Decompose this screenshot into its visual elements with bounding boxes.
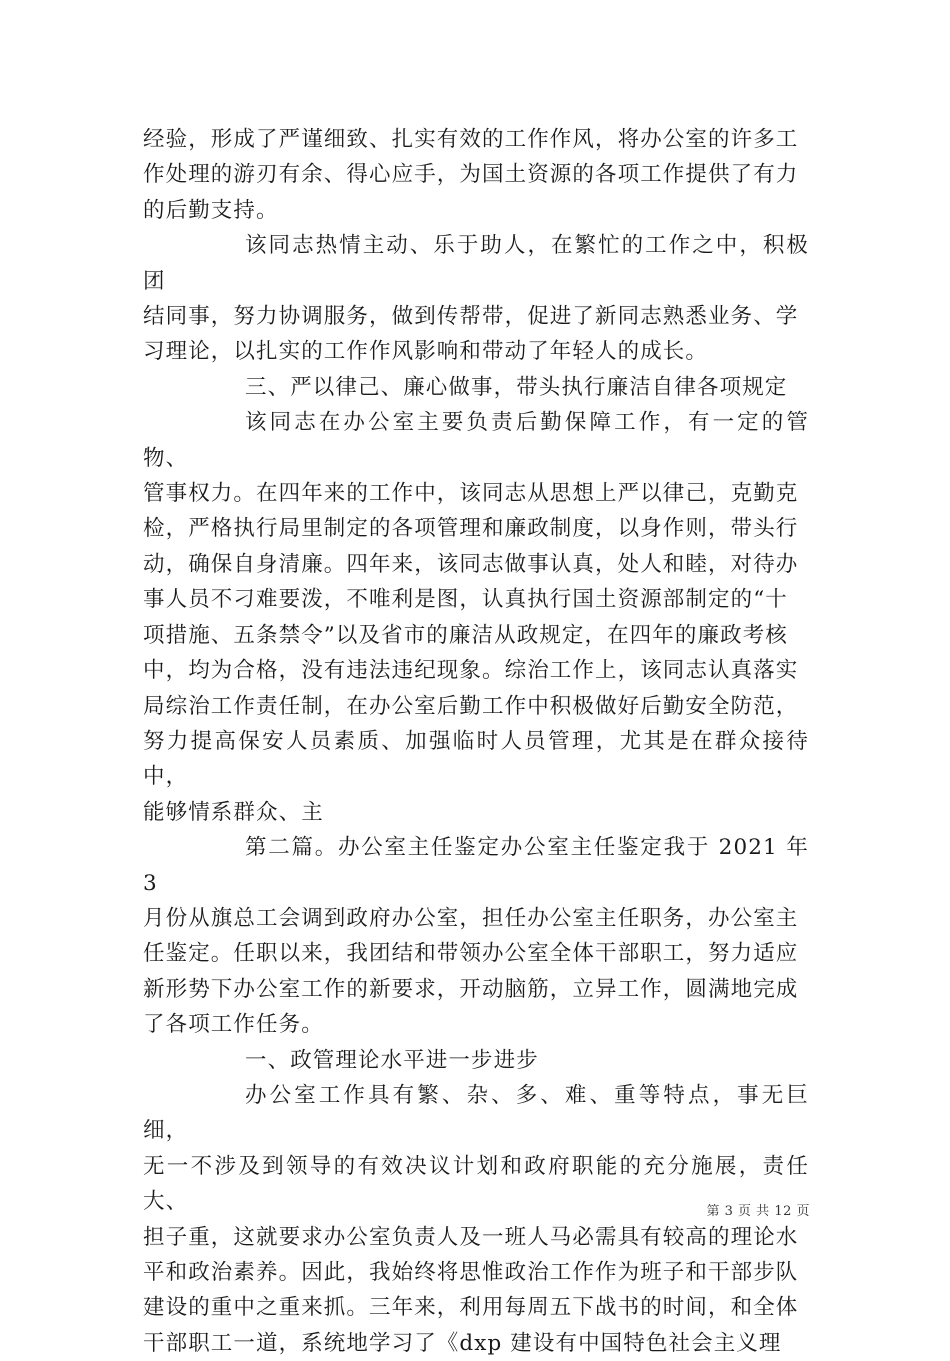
text-line: 该同志热情主动、乐于助人，在繁忙的工作之中，积极团 bbox=[143, 233, 809, 294]
text-line: 该同志在办公室主要负责后勤保障工作，有一定的管物、 bbox=[143, 410, 809, 471]
text-line: 新形势下办公室工作的新要求，开动脑筋，立异工作，圆满地完成 bbox=[143, 976, 799, 1002]
text-line: 中，均为合格，没有违法违纪现象。综治工作上，该同志认真落实 bbox=[143, 658, 799, 684]
chapter-heading-line: 第二篇。办公室主任鉴定办公室主任鉴定我于 2021 年 3 bbox=[143, 835, 809, 896]
text-line: 平和政治素养。因此，我始终将思惟政治工作作为班子和干部步队 bbox=[143, 1260, 799, 1285]
document-body bbox=[143, 122, 809, 1361]
text-line: 了各项工作任务。 bbox=[143, 1012, 324, 1038]
text-line: 努力提高保安人员素质、加强临时人员管理，尤其是在群众接待中， bbox=[143, 728, 809, 790]
text-line: 项措施、五条禁令”以及省市的廉洁从政规定，在四年的廉政考核 bbox=[143, 622, 788, 648]
text-line: 无一不涉及到领导的有效决议计划和政府职能的充分施展，责任大、 bbox=[143, 1153, 809, 1215]
text-line: 干部职工一道，系统地学习了《dxp 建设有中国特色社会主义理 bbox=[143, 1330, 782, 1356]
text-line: 检，严格执行局里制定的各项管理和廉政制度，以身作则，带头行 bbox=[143, 516, 799, 542]
text-line: 担子重，这就要求办公室负责人及一班人马必需具有较高的理论水 bbox=[143, 1224, 799, 1250]
page-number-footer: 第 3 页 共 12 页 bbox=[706, 1204, 810, 1219]
text-line: 办公室工作具有繁、杂、多、难、重等特点，事无巨细， bbox=[143, 1082, 809, 1144]
text-line: 任鉴定。任职以来，我团结和带领办公室全体干部职工，努力适应 bbox=[143, 941, 799, 967]
text-line: 作处理的游刃有余、得心应手，为国土资源的各项工作提供了有力 bbox=[143, 162, 799, 188]
text-line: 经验，形成了严谨细致、扎实有效的工作作风，将办公室的许多工 bbox=[143, 127, 799, 152]
section-heading: 三、严以律己、廉心做事，带头执行廉洁自律各项规定 bbox=[245, 374, 788, 400]
text-line: 局综治工作责任制，在办公室后勤工作中积极做好后勤安全防范， bbox=[143, 693, 799, 719]
text-line: 管事权力。在四年来的工作中，该同志从思想上严以律己，克勤克 bbox=[143, 481, 799, 507]
text-line: 建设的重中之重来抓。三年来，利用每周五下战书的时间，和全体 bbox=[143, 1295, 799, 1321]
text-line: 动，确保自身清廉。四年来，该同志做事认真，处人和睦，对待办 bbox=[143, 551, 799, 577]
text-line: 的后勤支持。 bbox=[143, 197, 279, 223]
text-line: 习理论，以扎实的工作作风影响和带动了年轻人的成长。 bbox=[143, 339, 709, 365]
text-line: 结同事，努力协调服务，做到传帮带，促进了新同志熟悉业务、学 bbox=[143, 304, 799, 330]
text-line: 月份从旗总工会调到政府办公室，担任办公室主任职务，办公室主 bbox=[143, 905, 799, 931]
text-line: 事人员不刁难要泼，不唯利是图，认真执行国土资源部制定的“十 bbox=[143, 587, 788, 613]
section-heading: 一、政管理论水平进一步进步 bbox=[245, 1047, 539, 1073]
text-line: 能够情系群众、主 bbox=[143, 799, 324, 825]
